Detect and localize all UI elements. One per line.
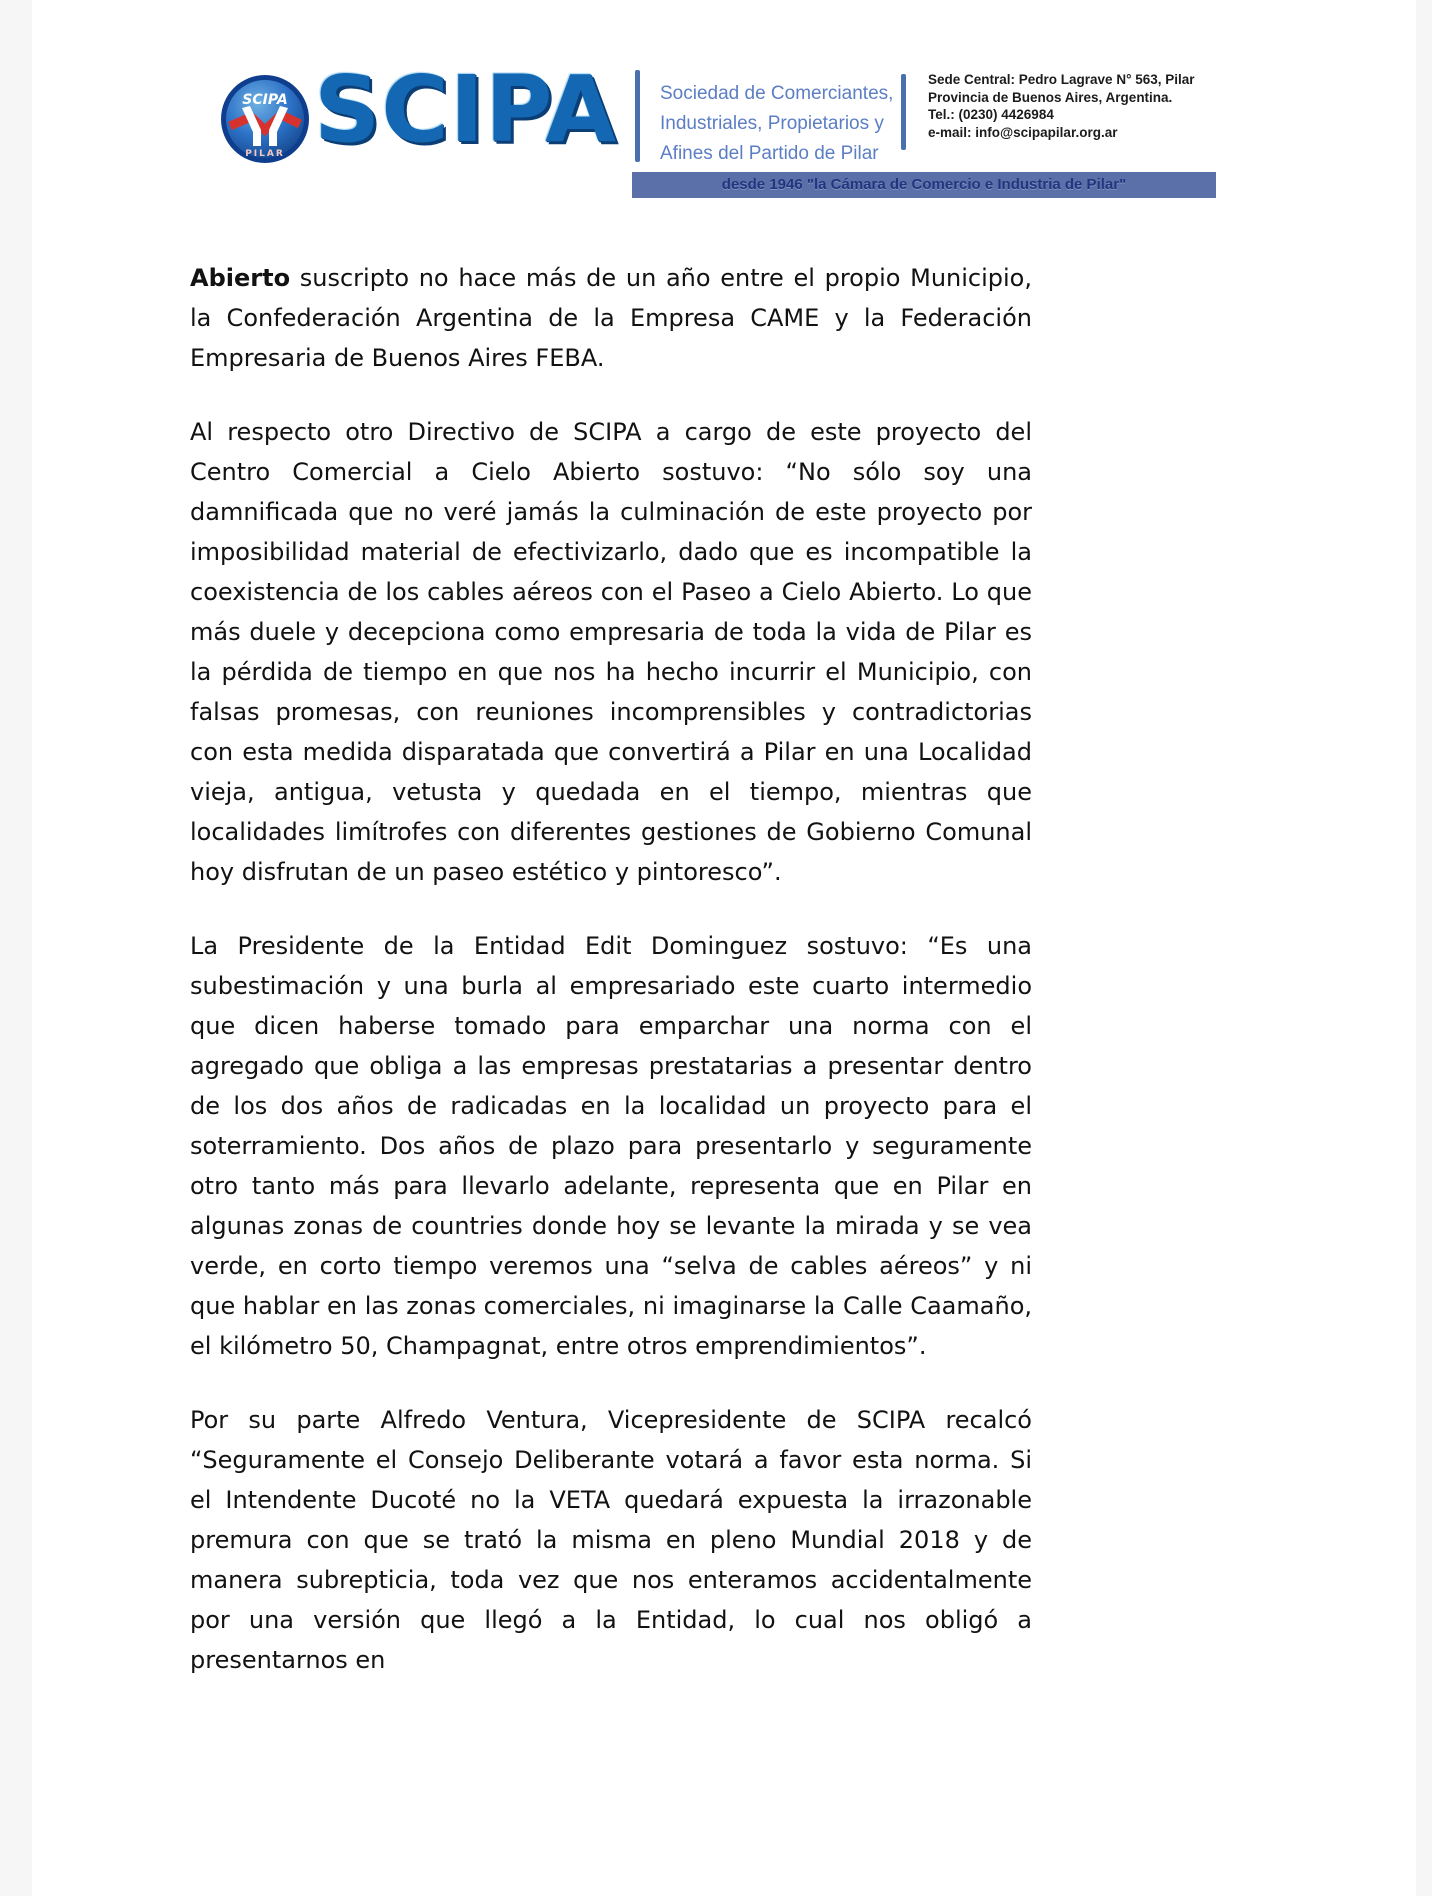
paragraph-2: Al respecto otro Directivo de SCIPA a cargo de este proyecto del Centro Comercial a Cielo Abierto sostuvo: “No sólo soy una damnificada que no veré jamás la culminación de este proyecto por imposibilidad material de efectivizarlo, dado que es incompatible la coexistencia de los cables aéreos con el Paseo a Cielo Abierto. Lo que más duele y decepciona como empresaria de toda la vida de Pilar es la pérdida de tiempo en que nos ha hecho incurrir el Municipio, con falsas promesas, con reuniones incomprensibles y contradictorias con esta medida disparatada que convertirá a Pilar en una Localidad vieja, antigua, vetusta y quedada en el tiempo, mientras que localidades limítrofes con diferentes gestiones de Gobierno Comunal hoy disfrutan de un paseo estético y pintoresco”. — [190, 418, 1032, 886]
article-body — [190, 258, 1032, 1714]
paragraph-4: Por su parte Alfredo Ventura, Vicepresidente de SCIPA recalcó “Seguramente el Consejo Deliberante votará a favor esta norma. Si el Intendente Ducoté no la VETA quedará expuesta la irrazonable premura con que se trató la misma en pleno Mundial 2018 y de manera subrepticia, toda vez que nos enteramos accidentalmente por una versión que llegó a la Entidad, lo cual nos obligó a presentarnos en — [190, 1406, 1032, 1674]
scipa-logo-badge — [220, 74, 310, 164]
organization-tagline — [660, 79, 895, 169]
tagline-line-3: Afines del Partido de Pilar — [660, 143, 879, 164]
logo-badge-top-label: SCIPA — [242, 92, 288, 108]
contact-block — [928, 71, 1258, 141]
contact-address-line: Sede Central: Pedro Lagrave N° 563, Pilar — [928, 72, 1195, 87]
paragraph-1-text: suscripto no hace más de un año entre el propio Municipio, la Confederación Argentina de la Empresa CAME y la Federación Empresaria de Buenos Aires FEBA. — [190, 264, 1032, 372]
paragraph-3: La Presidente de la Entidad Edit Dominguez sostuvo: “Es una subestimación y una burla al empresariado este cuarto intermedio que dicen haberse tomado para emparchar una norma con el agregado que obliga a las empresas prestatarias a presentar dentro de los dos años de radicadas en la localidad un proyecto para el soterramiento. Dos años de plazo para presentarlo y seguramente otro tanto más para llevarlo adelante, representa que en Pilar en algunas zonas de countries donde hoy se levante la mirada y se vea verde, en corto tiempo veremos una “selva de cables aéreos” y ni que hablar en las zonas comerciales, ni imaginarse la Calle Caamaño, el kilómetro 50, Champagnat, entre otros emprendimientos”. — [190, 932, 1032, 1360]
paragraph-1 — [190, 258, 1032, 378]
brand-wordmark: SCIPA — [314, 56, 618, 163]
header-divider-1 — [635, 70, 640, 162]
contact-email-line: e-mail: info@scipapilar.org.ar — [928, 124, 1118, 140]
contact-phone-line: Tel.: (0230) 4426984 — [928, 107, 1054, 122]
letter-page — [32, 0, 1416, 1896]
contact-province-line: Provincia de Buenos Aires, Argentina. — [928, 89, 1173, 105]
header-divider-2 — [901, 74, 906, 150]
since-1946-banner: desde 1946 "la Cámara de Comercio e Industria de Pilar" — [632, 172, 1216, 198]
logo-badge-bottom-label: PILAR — [245, 149, 285, 159]
paragraph-1-lead: Abierto — [190, 264, 291, 292]
tagline-line-1: Sociedad de Comerciantes, — [660, 83, 894, 104]
tagline-line-2: Industriales, Propietarios y — [660, 113, 884, 134]
scipa-logo-icon — [220, 74, 310, 164]
